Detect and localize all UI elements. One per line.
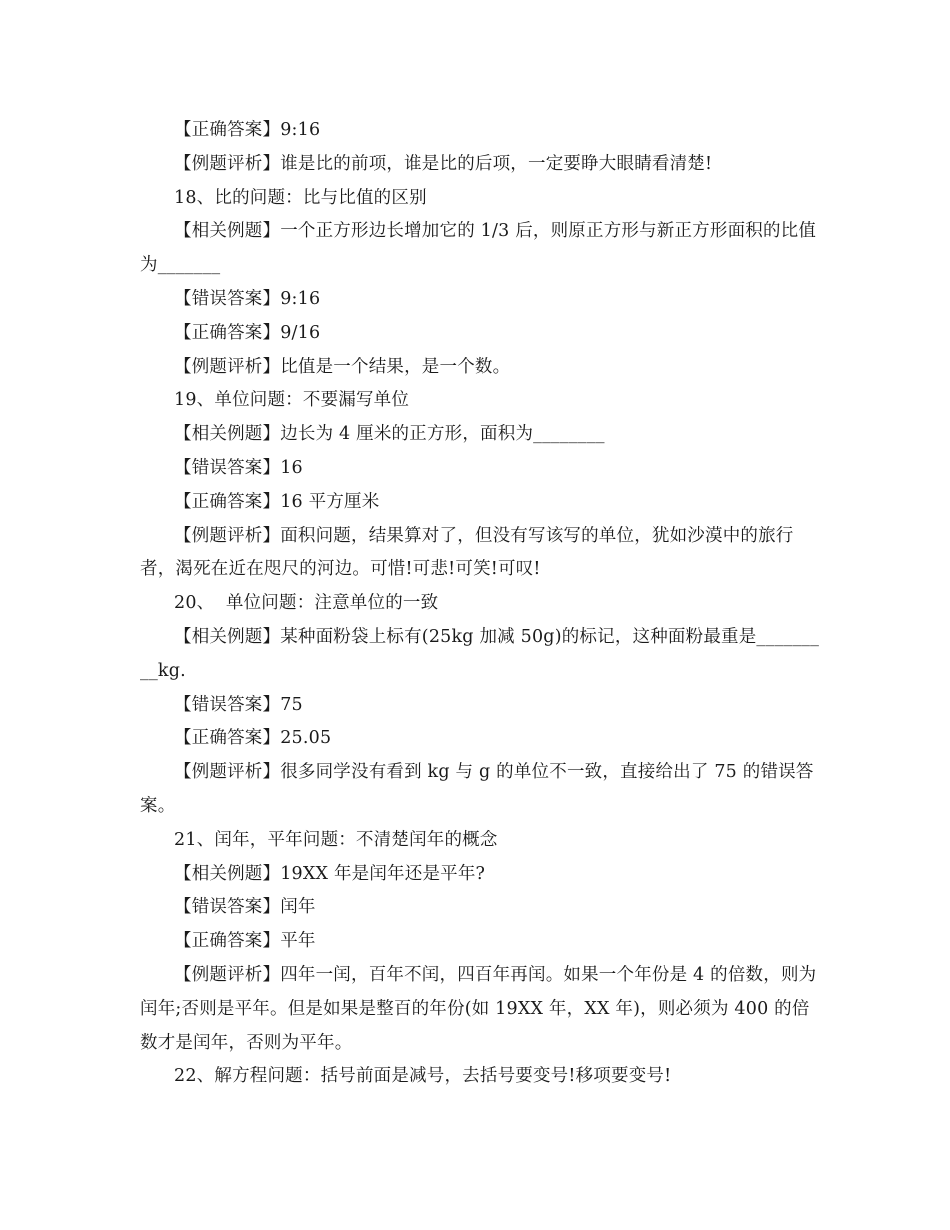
analysis-18: 【例题评析】比值是一个结果，是一个数。	[174, 356, 511, 377]
example-19: 【相关例题】边长为 4 厘米的正方形，面积为________	[174, 424, 605, 445]
example-18: 【相关例题】一个正方形边长增加它的 1/3 后，则原正方形与新正方形面积的比值为_______	[140, 221, 817, 276]
answer-correct-20: 【正确答案】25.05	[174, 728, 332, 749]
answer-wrong-18: 【错误答案】9:16	[174, 288, 321, 309]
answer-wrong-21: 【错误答案】闰年	[174, 897, 316, 918]
example-21: 【相关例题】19XX 年是闰年还是平年?	[174, 863, 486, 884]
section-heading-22: 22、解方程问题：括号前面是减号，去括号要变号!移项要变号!	[174, 1066, 672, 1087]
answer-correct-19: 【正确答案】16 平方厘米	[174, 491, 380, 512]
answer-wrong-19: 【错误答案】16	[174, 457, 303, 478]
analysis-20: 【例题评析】很多同学没有看到 kg 与 g 的单位不一致，直接给出了 75 的错误答案。	[140, 762, 814, 816]
section-heading-20: 20、 单位问题：注意单位的一致	[174, 593, 439, 614]
section-heading-21: 21、闰年，平年问题：不清楚闰年的概念	[174, 829, 498, 850]
analysis-19: 【例题评析】面积问题，结果算对了，但没有写该写的单位，犹如沙漠中的旅行者，渴死在近在咫尺的河边。可惜!可悲!可笑!可叹!	[140, 525, 794, 580]
section-heading-19: 19、单位问题：不要漏写单位	[174, 390, 410, 411]
analysis-21: 【例题评析】四年一闰，百年不闰，四百年再闰。如果一个年份是 4 的倍数，则为闰年;否则是平年。但是如果是整百的年份(如 19XX 年，XX 年)，则必须为 400 的倍数才是闰年，否则为平年。	[140, 964, 817, 1053]
answer-wrong-20: 【错误答案】75	[174, 694, 303, 715]
answer-correct-21: 【正确答案】平年	[174, 931, 316, 952]
analysis-17: 【例题评析】谁是比的前项，谁是比的后项，一定要睁大眼睛看清楚!	[174, 153, 713, 174]
section-heading-18: 18、比的问题：比与比值的区别	[174, 187, 427, 208]
answer-correct-17: 【正确答案】9:16	[174, 120, 321, 140]
document-body	[140, 114, 820, 1094]
example-20: 【相关例题】某种面粉袋上标有(25kg 加减 50g)的标记，这种面粉最重是_________kg.	[140, 626, 820, 681]
answer-correct-18: 【正确答案】9/16	[174, 322, 321, 343]
